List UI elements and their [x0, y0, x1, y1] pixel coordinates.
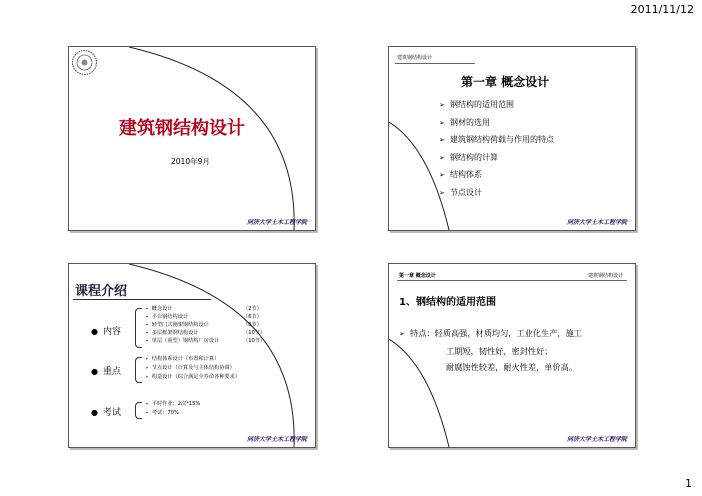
list-item: ➢ 钢结构的适用范围	[439, 100, 514, 109]
list-item: ➢ 钢结构的计算	[439, 152, 498, 162]
bullet-dot-icon: ●	[91, 327, 98, 336]
page-date: 2011/11/12	[630, 3, 694, 16]
list-item: ➢ 轻型门式刚架钢结构设计 （8节）	[145, 322, 262, 328]
slide-3-course-intro	[68, 263, 316, 448]
university-seal-icon	[71, 49, 98, 76]
bullet-dot-icon: ●	[91, 408, 98, 417]
list-item: ➢ 平台钢结构设计 （6节）	[145, 314, 262, 320]
body-line: ➢ 特点：轻质高强，材质均匀，工业化生产，施工	[399, 325, 582, 343]
slide-footer: 同济大学土木工程学院	[246, 436, 307, 443]
list-item: ➢ 结构体系	[439, 170, 482, 179]
arrow-bullet-icon: ➢	[399, 330, 405, 338]
brace-icon	[135, 308, 142, 348]
slide-1-title	[68, 46, 316, 231]
slide-footer: 同济大学土木工程学院	[246, 219, 307, 226]
header-divider	[395, 63, 475, 64]
arrow-bullet-icon: ➢	[439, 171, 445, 179]
list-item: ➢ 结构体系设计（布置和计算）	[145, 356, 220, 362]
title-underline	[73, 299, 211, 300]
list-item: ➢ 单层（重型）钢结构厂房设计 （10节）	[145, 338, 266, 344]
list-item: ➢ 钢材的选用	[439, 117, 490, 127]
slide-header-left: 第一章 概念设计	[399, 273, 436, 279]
arrow-bullet-icon: ➢	[439, 188, 445, 197]
list-item: ➢ 多层框架钢结构设计 （10节）	[145, 330, 266, 336]
list-item: ➢ 节点设计（计算及与主体结构协调）	[145, 365, 235, 371]
header-divider	[397, 280, 627, 281]
slide-header: 建筑钢结构设计	[397, 55, 433, 61]
list-item: ➢ 考试：70%	[145, 410, 179, 416]
group-label-focus: ● 重点	[91, 367, 121, 377]
presentation-date: 2010年9月	[171, 157, 210, 166]
slide-2-chapter	[388, 46, 636, 231]
slide-footer: 同济大学土木工程学院	[566, 436, 627, 443]
brace-icon	[135, 357, 142, 383]
section-body	[399, 325, 582, 376]
arrow-bullet-icon: ➢	[439, 118, 445, 127]
list-item: ➢ 建筑钢结构荷载与作用的特点	[439, 135, 554, 144]
body-line: 耐腐蚀性较差，耐火性差，单价高。	[446, 362, 578, 372]
presentation-title: 建筑钢结构设计	[119, 118, 245, 139]
slide-header-right: 建筑钢结构设计	[587, 273, 623, 279]
arrow-bullet-icon: ➢	[439, 136, 445, 144]
brace-icon	[135, 402, 142, 419]
arrow-bullet-icon: ➢	[439, 101, 445, 109]
list-item: ➢ 平时作业：2次*15%	[145, 401, 201, 407]
body-line: 工期短，韧性好，密封性好；	[446, 345, 553, 356]
slide-footer: 同济大学土木工程学院	[566, 219, 627, 226]
section-heading: 1、钢结构的适用范围	[399, 297, 496, 308]
chapter-title: 第一章 概念设计	[461, 75, 550, 89]
chapter-topic-list	[439, 99, 554, 204]
list-item: ➢ 节点设计	[439, 187, 482, 197]
arrow-bullet-icon: ➢	[439, 153, 445, 162]
slide-4-scope	[388, 263, 636, 448]
list-item: ➢ 概念设计 （2节）	[145, 306, 262, 312]
bullet-dot-icon: ●	[91, 367, 98, 376]
group-label-content: ● 内容	[91, 327, 121, 337]
list-item: ➢ 构造设计（综合满足全寿命各种要求）	[145, 374, 240, 380]
group-label-exam: ● 考试	[91, 408, 121, 418]
slide-title: 课程介绍	[75, 284, 128, 299]
page-number: 1	[685, 477, 692, 490]
